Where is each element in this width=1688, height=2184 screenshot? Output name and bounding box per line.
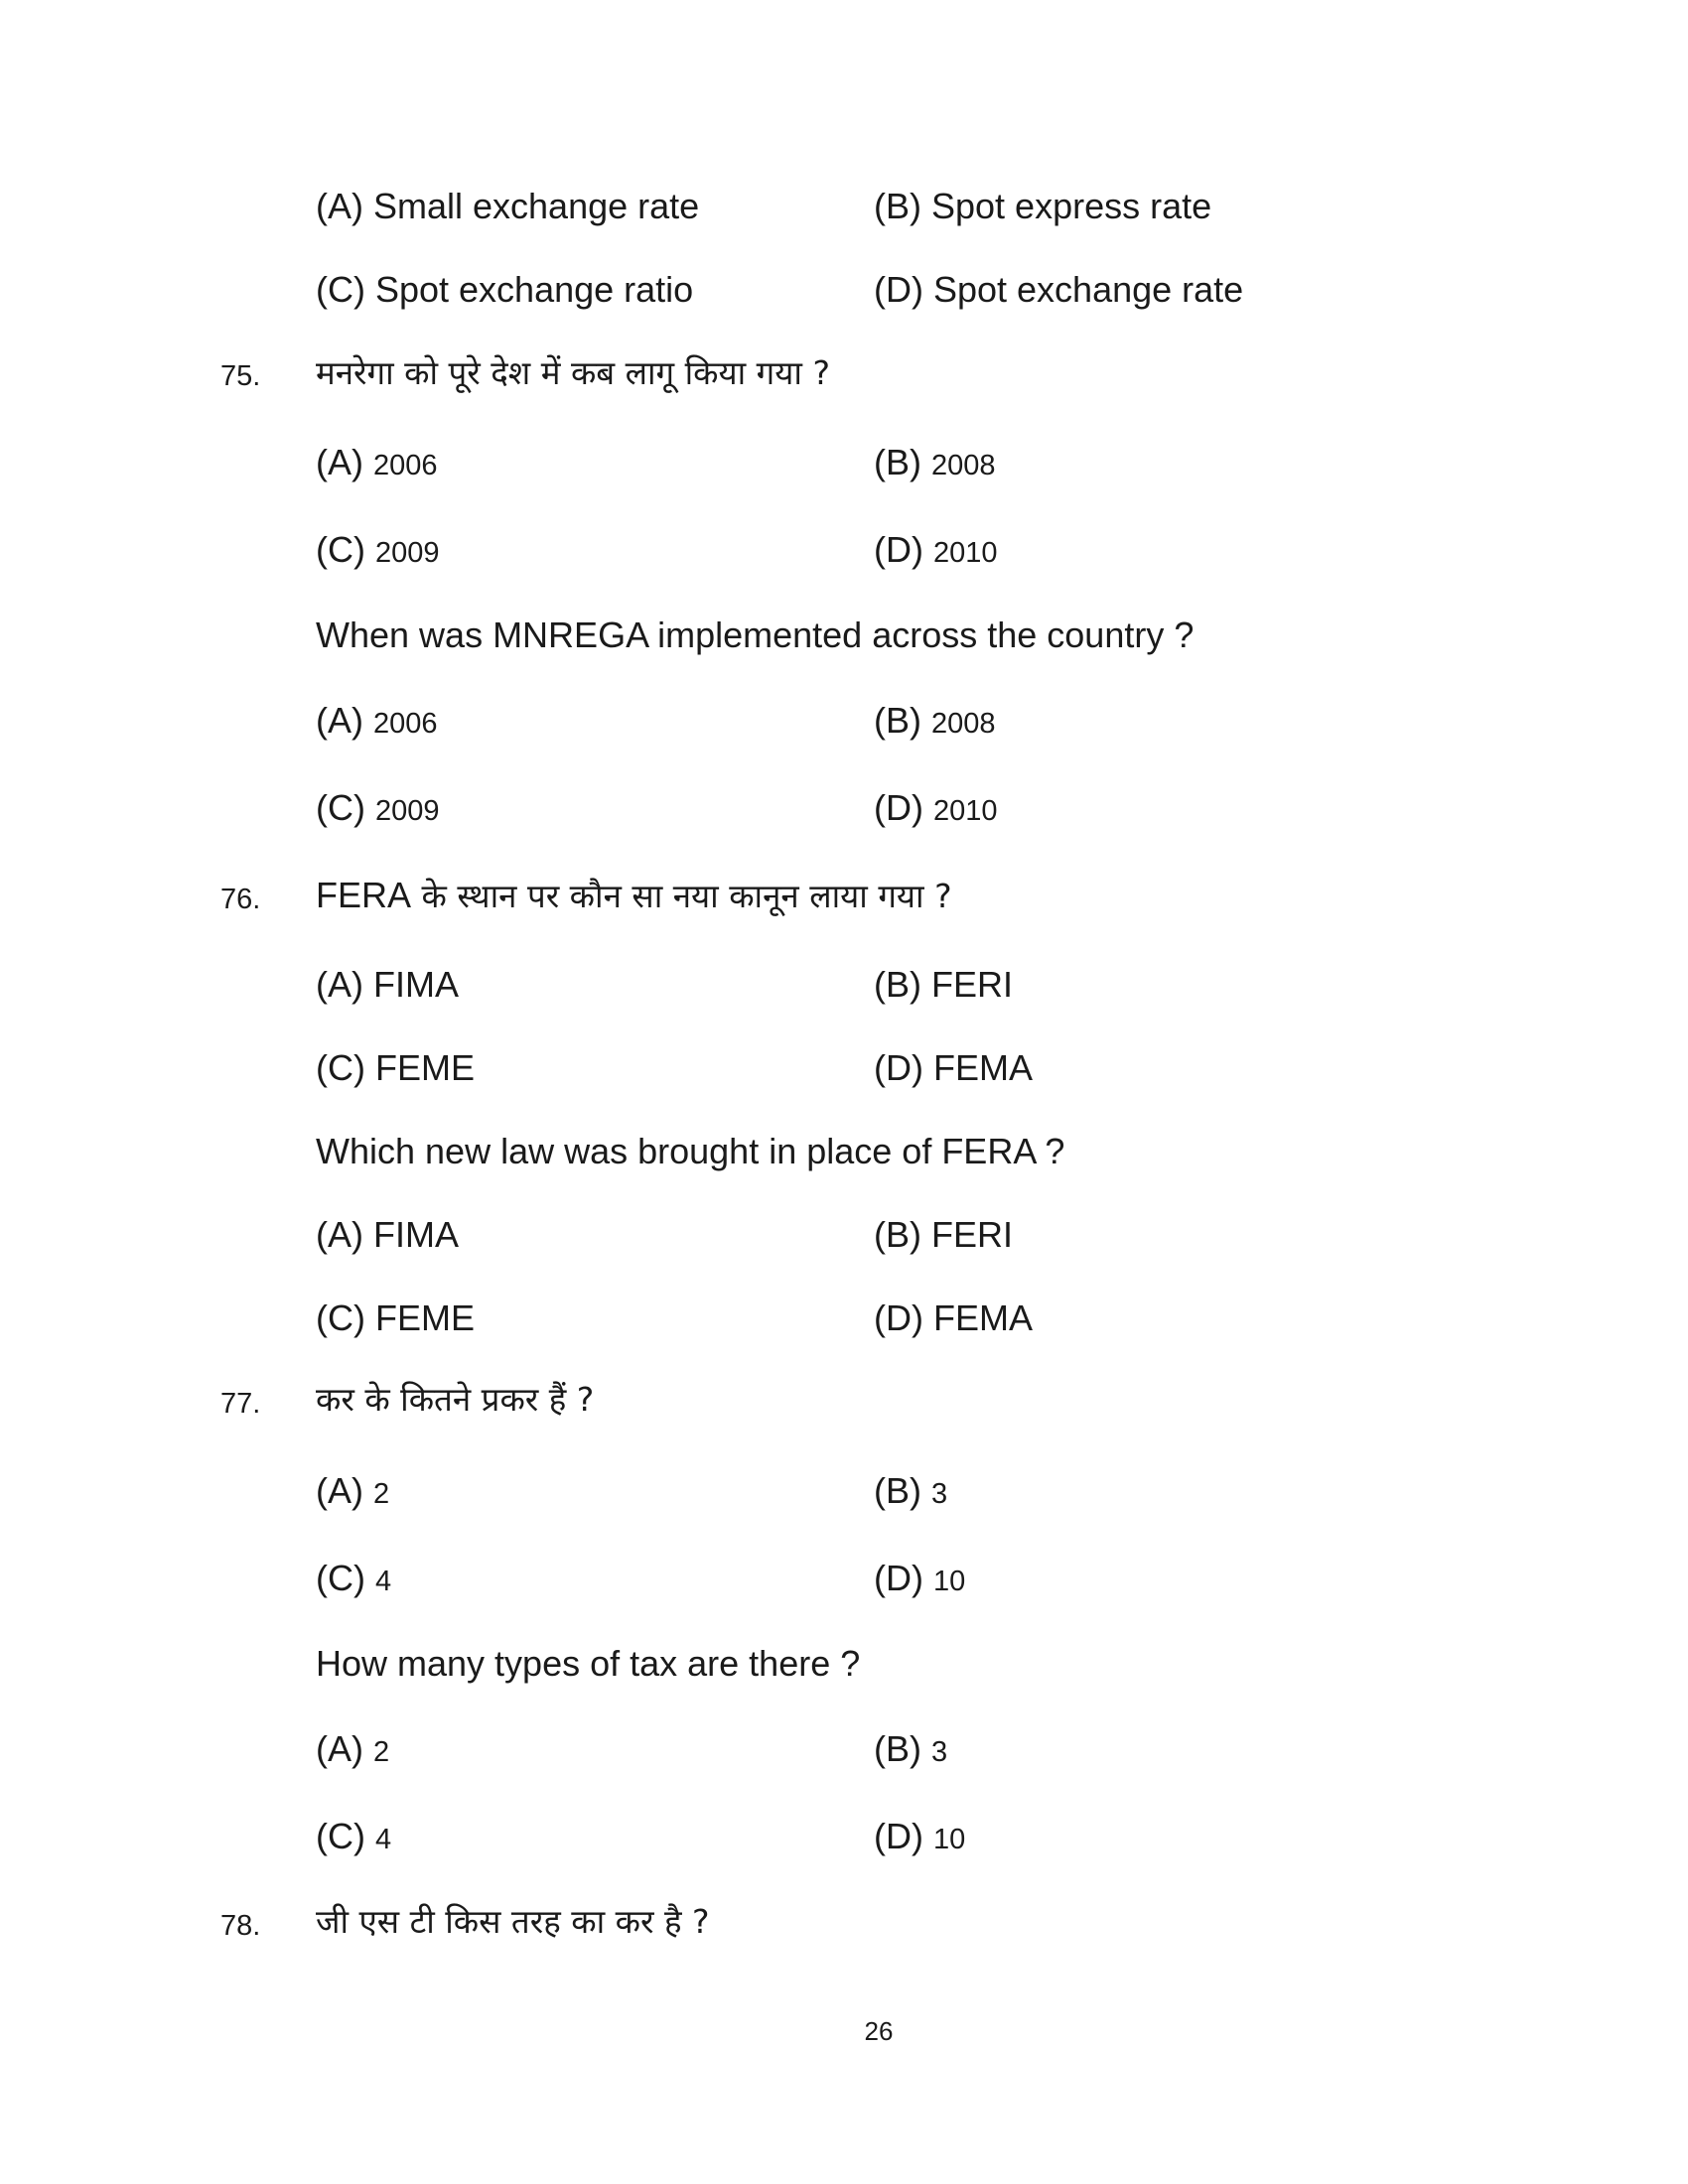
q77-hindi-option-d: (D) 10 bbox=[874, 1558, 966, 1598]
q77-hindi-question: कर के कितने प्रकर हैं ? bbox=[316, 1380, 595, 1419]
q76-hindi-option-a: (A) FIMA bbox=[316, 964, 459, 1005]
q75-hindi-option-a: (A) 2006 bbox=[316, 442, 438, 482]
q75-hindi-question: मनरेगा को पूरे देश में कब लागू किया गया ? bbox=[316, 353, 830, 392]
q77-english-option-c: (C) 4 bbox=[316, 1816, 392, 1856]
q76-english-option-c: (C) FEME bbox=[316, 1297, 475, 1338]
q78-hindi-question: जी एस टी किस तरह का कर है ? bbox=[316, 1902, 710, 1941]
q77-english-option-b: (B) 3 bbox=[874, 1728, 948, 1769]
q74-option-d: (D) Spot exchange rate bbox=[874, 269, 1244, 310]
q77-hindi-option-b: (B) 3 bbox=[874, 1470, 948, 1511]
q75-english-option-c: (C) 2009 bbox=[316, 787, 440, 828]
page-number: 26 bbox=[864, 2016, 894, 2046]
q75-hindi-option-d: (D) 2010 bbox=[874, 529, 998, 570]
q74-option-a: (A) Small exchange rate bbox=[316, 186, 700, 226]
q77-number: 77. bbox=[220, 1388, 261, 1420]
q76-number: 76. bbox=[220, 884, 261, 915]
q77-english-option-d: (D) 10 bbox=[874, 1816, 966, 1856]
q75-hindi-option-c: (C) 2009 bbox=[316, 529, 440, 570]
q76-hindi-option-c: (C) FEME bbox=[316, 1047, 475, 1088]
q75-english-option-a: (A) 2006 bbox=[316, 700, 438, 741]
q76-hindi-question: FERA के स्थान पर कौन सा नया कानून लाया गया ? bbox=[316, 875, 952, 915]
q76-english-question: Which new law was brought in place of FERA ? bbox=[316, 1131, 1065, 1171]
q76-english-option-d: (D) FEMA bbox=[874, 1297, 1033, 1338]
q76-english-option-b: (B) FERI bbox=[874, 1214, 1013, 1255]
q77-english-option-a: (A) 2 bbox=[316, 1728, 390, 1769]
q78-number: 78. bbox=[220, 1910, 261, 1942]
q77-english-question: How many types of tax are there ? bbox=[316, 1643, 861, 1684]
q75-english-option-d: (D) 2010 bbox=[874, 787, 998, 828]
q76-hindi-option-b: (B) FERI bbox=[874, 964, 1013, 1005]
q75-english-option-b: (B) 2008 bbox=[874, 700, 996, 741]
q74-option-b: (B) Spot express rate bbox=[874, 186, 1212, 226]
q76-hindi-option-d: (D) FEMA bbox=[874, 1047, 1033, 1088]
q76-english-option-a: (A) FIMA bbox=[316, 1214, 459, 1255]
q77-hindi-option-c: (C) 4 bbox=[316, 1558, 392, 1598]
q77-hindi-option-a: (A) 2 bbox=[316, 1470, 390, 1511]
q75-hindi-option-b: (B) 2008 bbox=[874, 442, 996, 482]
q74-option-c: (C) Spot exchange ratio bbox=[316, 269, 694, 310]
q75-english-question: When was MNREGA implemented across the country ? bbox=[316, 614, 1195, 655]
q75-number: 75. bbox=[220, 360, 261, 392]
